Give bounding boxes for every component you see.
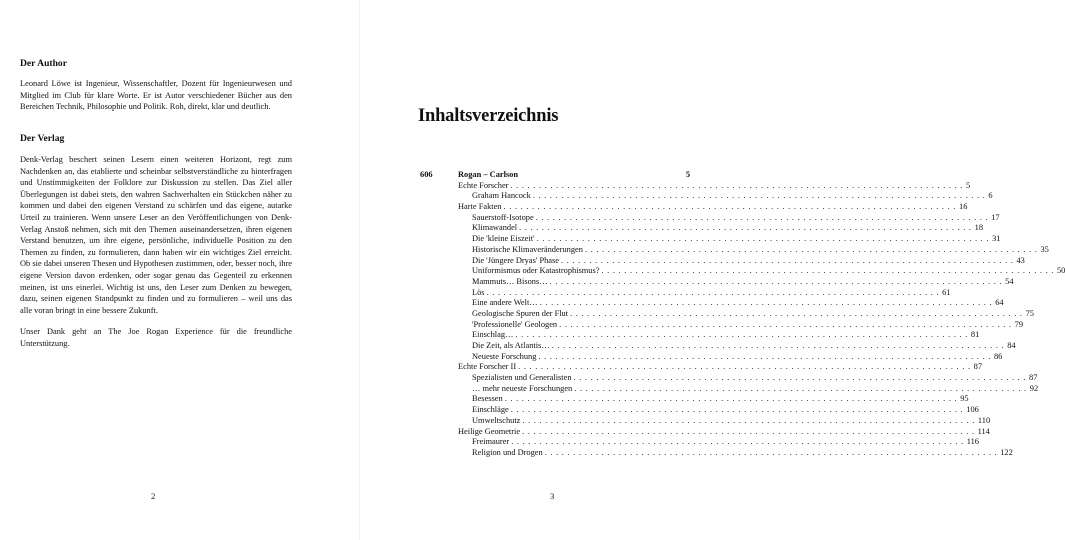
author-section <box>20 58 292 113</box>
toc-entry-title: Geologische Spuren der Flut <box>472 308 569 318</box>
toc-leader-dots: ................................................................................ <box>519 223 975 233</box>
toc-entry <box>420 244 1049 256</box>
toc-entry-title: Umweltschutz <box>472 415 521 425</box>
toc-entry-title: Die Zeit, als Atlantis… <box>472 341 550 350</box>
toc-title: Inhaltsverzeichnis <box>418 106 559 126</box>
left-page <box>0 0 360 540</box>
toc-entry-page: 79 <box>1014 319 1023 329</box>
toc-entry-page: 6 <box>988 191 993 201</box>
toc-entry-title: Harte Fakten <box>458 202 502 212</box>
toc-leader-dots: ................................................................................ <box>573 373 1030 383</box>
toc-entry <box>420 415 991 427</box>
toc-entry-page: 84 <box>1007 341 1016 350</box>
toc-entry-title: Neueste Forschung <box>472 351 537 361</box>
toc-entry-title: Heilige Geometrie <box>458 426 521 436</box>
toc-leader-dots: ................................................................................ <box>486 287 943 297</box>
toc-entry-page: 18 <box>974 223 983 233</box>
toc-entry <box>420 319 1023 331</box>
toc-leader-dots: ................................................................................ <box>510 180 966 190</box>
toc-entry-title: Graham Hancock <box>472 191 531 201</box>
toc-leader-dots: ................................................................................ <box>503 202 959 212</box>
toc-leader-dots: ................................................................................ <box>559 319 1015 329</box>
toc-entry-page: 17 <box>991 212 1000 222</box>
toc-leader-dots: ................................................................................ <box>504 394 961 404</box>
toc-leader-dots: ................................................................................ <box>570 308 1026 318</box>
right-page <box>360 0 1065 540</box>
toc-entry <box>420 437 979 448</box>
toc-entry-page: 61 <box>942 287 951 297</box>
toc-entry <box>420 341 1016 352</box>
toc-entry <box>420 234 1001 245</box>
author-text: Leonard Löwe ist Ingenieur, Wissenschaftler, Dozent für Ingenieurwesen und Mitglied im Club für klare Worte. Er ist Autor verschiedener Bücher aus den Bereichen Technik, Philosophie und Politik. Roh, direkt, klar und deutlich. <box>20 79 292 112</box>
toc-entry-title: 'Professionelle' Geologen <box>472 319 558 329</box>
toc-entry-page: 92 <box>1029 383 1039 393</box>
toc-leader-dots: ................................................................................ <box>539 298 996 308</box>
toc-entry <box>420 394 969 405</box>
toc-entry-page: 87 <box>1029 373 1038 383</box>
toc-leader-dots: ................................................................................ <box>574 383 1030 393</box>
toc-entry-page: 5 <box>965 180 971 190</box>
toc-entry <box>420 191 993 202</box>
toc-entry-number: 606 <box>420 170 433 179</box>
toc-entry-page: 43 <box>1016 255 1025 265</box>
toc-entry <box>420 426 990 438</box>
publisher-section <box>20 133 292 350</box>
toc-entry-page: 54 <box>1005 276 1014 286</box>
toc-entry <box>420 255 1025 267</box>
toc-entry-title: Lös <box>472 287 485 297</box>
toc-leader-dots: ................................................................................ <box>532 191 989 201</box>
toc-entry-page: 31 <box>992 234 1001 244</box>
toc-entry-title: Einschläge <box>472 405 509 415</box>
toc-leader-dots: ................................................................................ <box>551 341 1008 350</box>
toc-entry-page: 122 <box>1000 447 1013 457</box>
toc-entry-title: … mehr neueste Forschungen <box>472 383 573 393</box>
toc-entry-page: 106 <box>966 405 979 415</box>
toc-entry-title: Historische Klimaveränderungen <box>472 244 583 254</box>
toc-entry <box>420 298 1004 309</box>
toc-entry <box>420 202 968 213</box>
toc-entry-title: Uniformismus oder Katastrophismus? <box>472 266 600 276</box>
toc-entry <box>420 287 951 299</box>
toc-entry <box>420 383 1039 395</box>
toc-entry-title: Die 'Jüngere Dryas' Phase <box>472 255 559 265</box>
toc-leader-dots: ................................................................................ <box>560 255 1017 265</box>
toc-entry-page: 110 <box>977 415 991 425</box>
toc-leader-dots: ................................................................................ <box>510 405 967 415</box>
toc-entry-page: 86 <box>993 351 1003 361</box>
toc-entry-page: 35 <box>1040 244 1049 254</box>
publisher-text: Denk-Verlag beschert seinen Lesern einen weiteren Horizont, regt zum Nachdenken an, das etablierte und scheinbar selbstverständliche zu hinterfragen und Unstimmigkeiten der Folklore zur Diskussion zu stellen. Das Ziel aller Überlegungen ist dabei stets, den wahren Sachverhalten ein Stückchen näher zu kommen und dabei den eigenen Verstand zu schärfen und das eigene, autarke Urteil zu trainieren. Wenn unsere Leser an den Veröffentlichungen von Denk-Verlag Anstoß nehmen, sich mit den Themen auseinandersetzen, ihren eigenen Verstand benutzen, um ihre eigene, persönliche, individuelle Position zu den Themen zu finden, zu formulieren, dann haben wir ein wichtiges Ziel erreicht. Ob sie dabei unseren Thesen und Hypothesen zustimmen, oder, besser noch, ihre eigene Version davon erdenken, oder sogar genau das Gegenteil zu erkennen meinen, ist uns einerlei. Wichtig ist uns, den Leser zum Denken zu bewegen, dazu, seinen eigenen Standpunkt zu finden und zu formulieren – weil uns das alle voran bringt in eine bessere Zukunft. <box>20 155 292 315</box>
toc-entry-page: 95 <box>960 394 969 404</box>
toc-entry-title: Echte Forscher <box>458 180 509 190</box>
toc-entry-title: Spezialisten und Generalisten <box>472 373 572 383</box>
toc-entry <box>420 362 983 373</box>
toc-entry <box>420 373 1038 384</box>
toc-leader-dots: ................................................................................ <box>536 234 993 244</box>
toc-entry <box>420 351 1003 363</box>
toc-leader-dots: ................................................................................ <box>601 266 1057 276</box>
toc-entry-title: Die 'kleine Eiszeit' <box>472 234 535 244</box>
toc-entry-title: Sauerstoff-Isotope <box>472 212 534 222</box>
toc-entry-title: Echte Forscher II <box>458 362 517 372</box>
toc-entry-page: 87 <box>973 362 983 372</box>
toc-entry <box>420 180 971 192</box>
toc-leader-dots: ................................................................................ <box>518 362 974 372</box>
page-number-right: 3 <box>550 491 555 501</box>
toc-leader-dots: ................................................................................ <box>584 244 1041 254</box>
toc-entry <box>420 447 1013 459</box>
toc-entry-title: Rogan – Carlson <box>458 170 519 179</box>
toc-entry <box>420 223 983 234</box>
toc-entry-page: 81 <box>970 330 980 340</box>
toc-entry-title: Mammuts… Bisons… <box>472 276 548 286</box>
toc-leader-dots: ................................................................................ <box>544 447 1001 457</box>
toc-entry <box>420 308 1034 320</box>
toc-entry-page: 50 <box>1056 266 1065 276</box>
toc-leader-dots: ................................................................................ <box>538 351 994 361</box>
toc-entry <box>420 266 1065 277</box>
table-of-contents <box>420 170 1065 459</box>
toc-entry <box>420 170 690 181</box>
toc-leader-dots: ................................................................................ <box>511 437 967 447</box>
toc-entry-page: 75 <box>1025 308 1034 318</box>
toc-entry-title: Freimaurer <box>472 437 510 447</box>
toc-entry-page: 16 <box>959 202 968 212</box>
toc-entry <box>420 330 980 341</box>
toc-entry-title: Klimawandel <box>472 223 518 233</box>
toc-leader-dots: ................................................................................ <box>535 212 992 222</box>
toc-entry-title: Einschlag… <box>472 330 514 340</box>
toc-entry-page: 64 <box>995 298 1004 308</box>
toc-entry <box>420 212 1000 224</box>
toc-entry-page: 116 <box>966 437 979 447</box>
thanks-text: Unser Dank geht an The Joe Rogan Experience für die freundliche Unterstützung. <box>20 327 292 348</box>
toc-leader-dots: ................................................................................ <box>522 415 978 425</box>
publisher-heading: Der Verlag <box>20 133 65 144</box>
toc-entry-title: Religion und Drogen <box>472 447 543 457</box>
toc-entry <box>420 276 1014 288</box>
author-heading: Der Author <box>20 58 67 69</box>
toc-entry <box>420 405 979 416</box>
toc-entry-title: Besessen <box>472 394 503 404</box>
toc-entry-page: 114 <box>977 426 990 436</box>
page-number-left: 2 <box>151 491 156 501</box>
toc-entry-page: 5 <box>672 170 690 181</box>
toc-entry-title: Eine andere Welt… <box>472 298 538 308</box>
toc-leader-dots: ................................................................................ <box>522 426 978 436</box>
toc-leader-dots: ................................................................................ <box>515 330 971 340</box>
toc-leader-dots: ................................................................................ <box>549 276 1006 286</box>
